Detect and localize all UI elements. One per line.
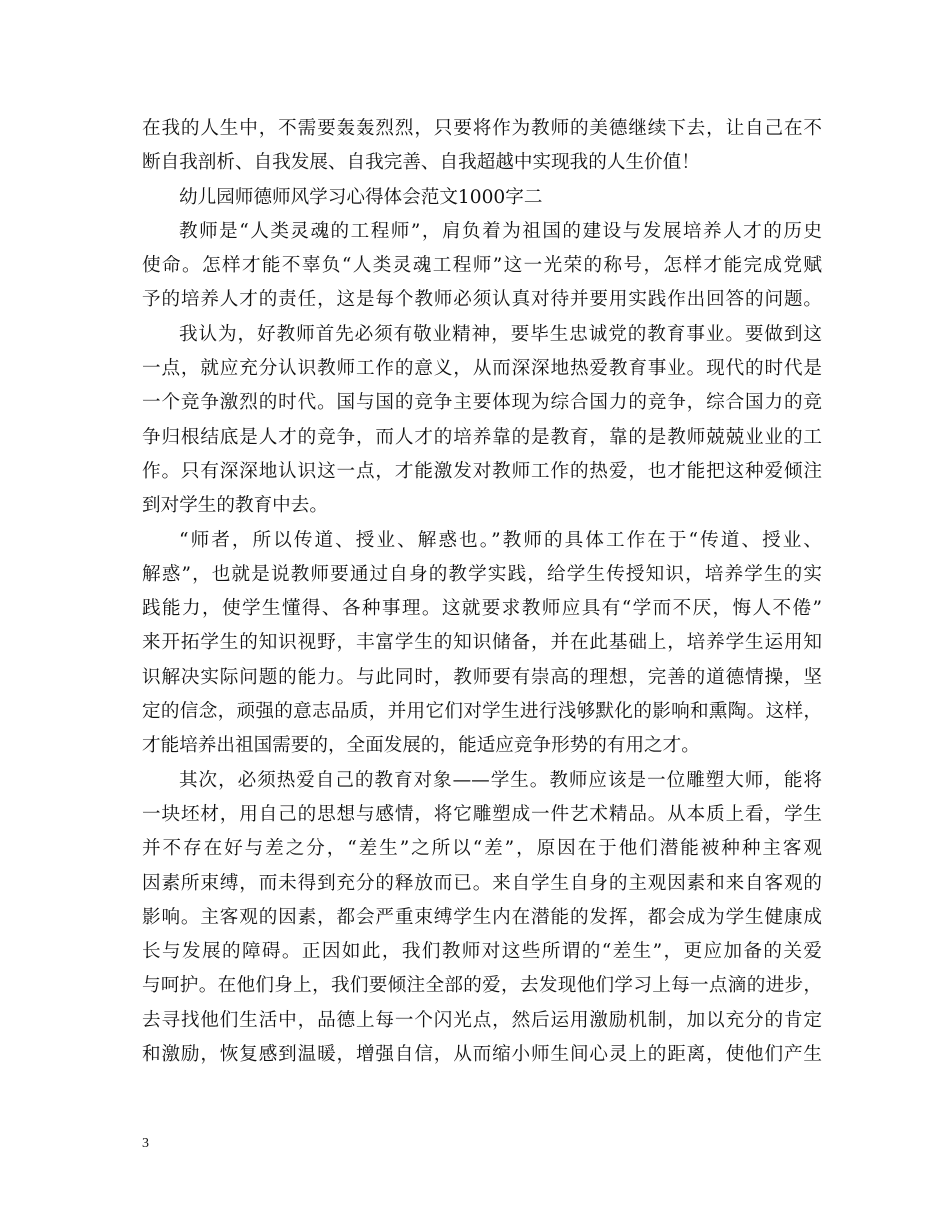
text-line: 解惑”，也就是说教师要通过自身的教学实践，给学生传授知识，培养学生的实: [142, 563, 822, 585]
page-number: 3: [142, 1136, 149, 1151]
text-line: 定的信念，顽强的意志品质，并用它们对学生进行浅够默化的影响和熏陶。这样，: [142, 701, 822, 723]
text-line: 影响。主客观的因素，都会严重束缚学生内在潜能的发挥，都会成为学生健康成: [142, 906, 822, 928]
text-line: 践能力，使学生懂得、各种事理。这就要求教师应具有“学而不厌，悔人不倦”: [142, 598, 822, 620]
text-line: 与呵护。在他们身上，我们要倾注全部的爱，去发现他们学习上每一点滴的进步，: [142, 975, 822, 997]
text-line: 一个竞争激烈的时代。国与国的竞争主要体现为综合国力的竞争，综合国力的竞: [142, 392, 822, 414]
text-line: 一块坯材，用自己的思想与感情，将它雕塑成一件艺术精品。从本质上看，学生: [142, 803, 822, 825]
text-line: 作。只有深深地认识这一点，才能激发对教师工作的热爱，也才能把这种爱倾注: [142, 460, 822, 482]
text-line: 长与发展的障碍。正因如此，我们教师对这些所谓的“差生”，更应加备的关爱: [142, 941, 822, 963]
text-line: 来开拓学生的知识视野，丰富学生的知识储备，并在此基础上，培养学生运用知: [142, 632, 822, 654]
text-line: 因素所束缚，而未得到充分的释放而已。来自学生自身的主观因素和来自客观的: [142, 872, 822, 894]
text-line: 使命。怎样才能不辜负“人类灵魂工程师”这一光荣的称号，怎样才能完成党赋: [142, 255, 822, 277]
text-line: 教师是“人类灵魂的工程师”，肩负着为祖国的建设与发展培养人才的历史: [179, 220, 822, 242]
text-line: 一点，就应充分认识教师工作的意义，从而深深地热爱教育事业。现代的时代是: [142, 358, 822, 380]
text-line: 才能培养出祖国需要的，全面发展的，能适应竞争形势的有用之才。: [142, 735, 700, 757]
text-line: “师者，所以传道、授业、解惑也。”教师的具体工作在于“传道、授业、: [179, 529, 822, 551]
text-line: 我认为，好教师首先必须有敬业精神，要毕生忠诚党的教育事业。要做到这: [179, 323, 822, 345]
text-line: 去寻找他们生活中，品德上每一个闪光点，然后运用激励机制，加以充分的肯定: [142, 1009, 822, 1031]
text-line: 到对学生的教育中去。: [142, 495, 328, 517]
text-line: 断自我剖析、自我发展、自我完善、自我超越中实现我的人生价值！: [142, 152, 700, 174]
text-line: 予的培养人才的责任，这是每个教师必须认真对待并要用实践作出回答的问题。: [142, 289, 822, 311]
text-line: 其次，必须热爱自己的教育对象——学生。教师应该是一位雕塑大师，能将: [179, 769, 822, 791]
text-line: 幼儿园师德师风学习心得体会范文1000字二: [179, 186, 543, 208]
text-line: 争归根结底是人才的竞争，而人才的培养靠的是教育，靠的是教师兢兢业业的工: [142, 426, 822, 448]
text-line: 在我的人生中，不需要轰轰烈烈，只要将作为教师的美德继续下去，让自己在不: [142, 118, 822, 139]
document-body: [142, 112, 822, 1072]
text-line: 和激励，恢复感到温暖，增强自信，从而缩小师生间心灵上的距离，使他们产生: [142, 1044, 822, 1066]
text-line: 识解决实际问题的能力。与此同时，教师要有崇高的理想，完善的道德情操，坚: [142, 666, 822, 688]
text-line: 并不存在好与差之分，“差生”之所以“差”，原因在于他们潜能被种种主客观: [142, 838, 822, 860]
